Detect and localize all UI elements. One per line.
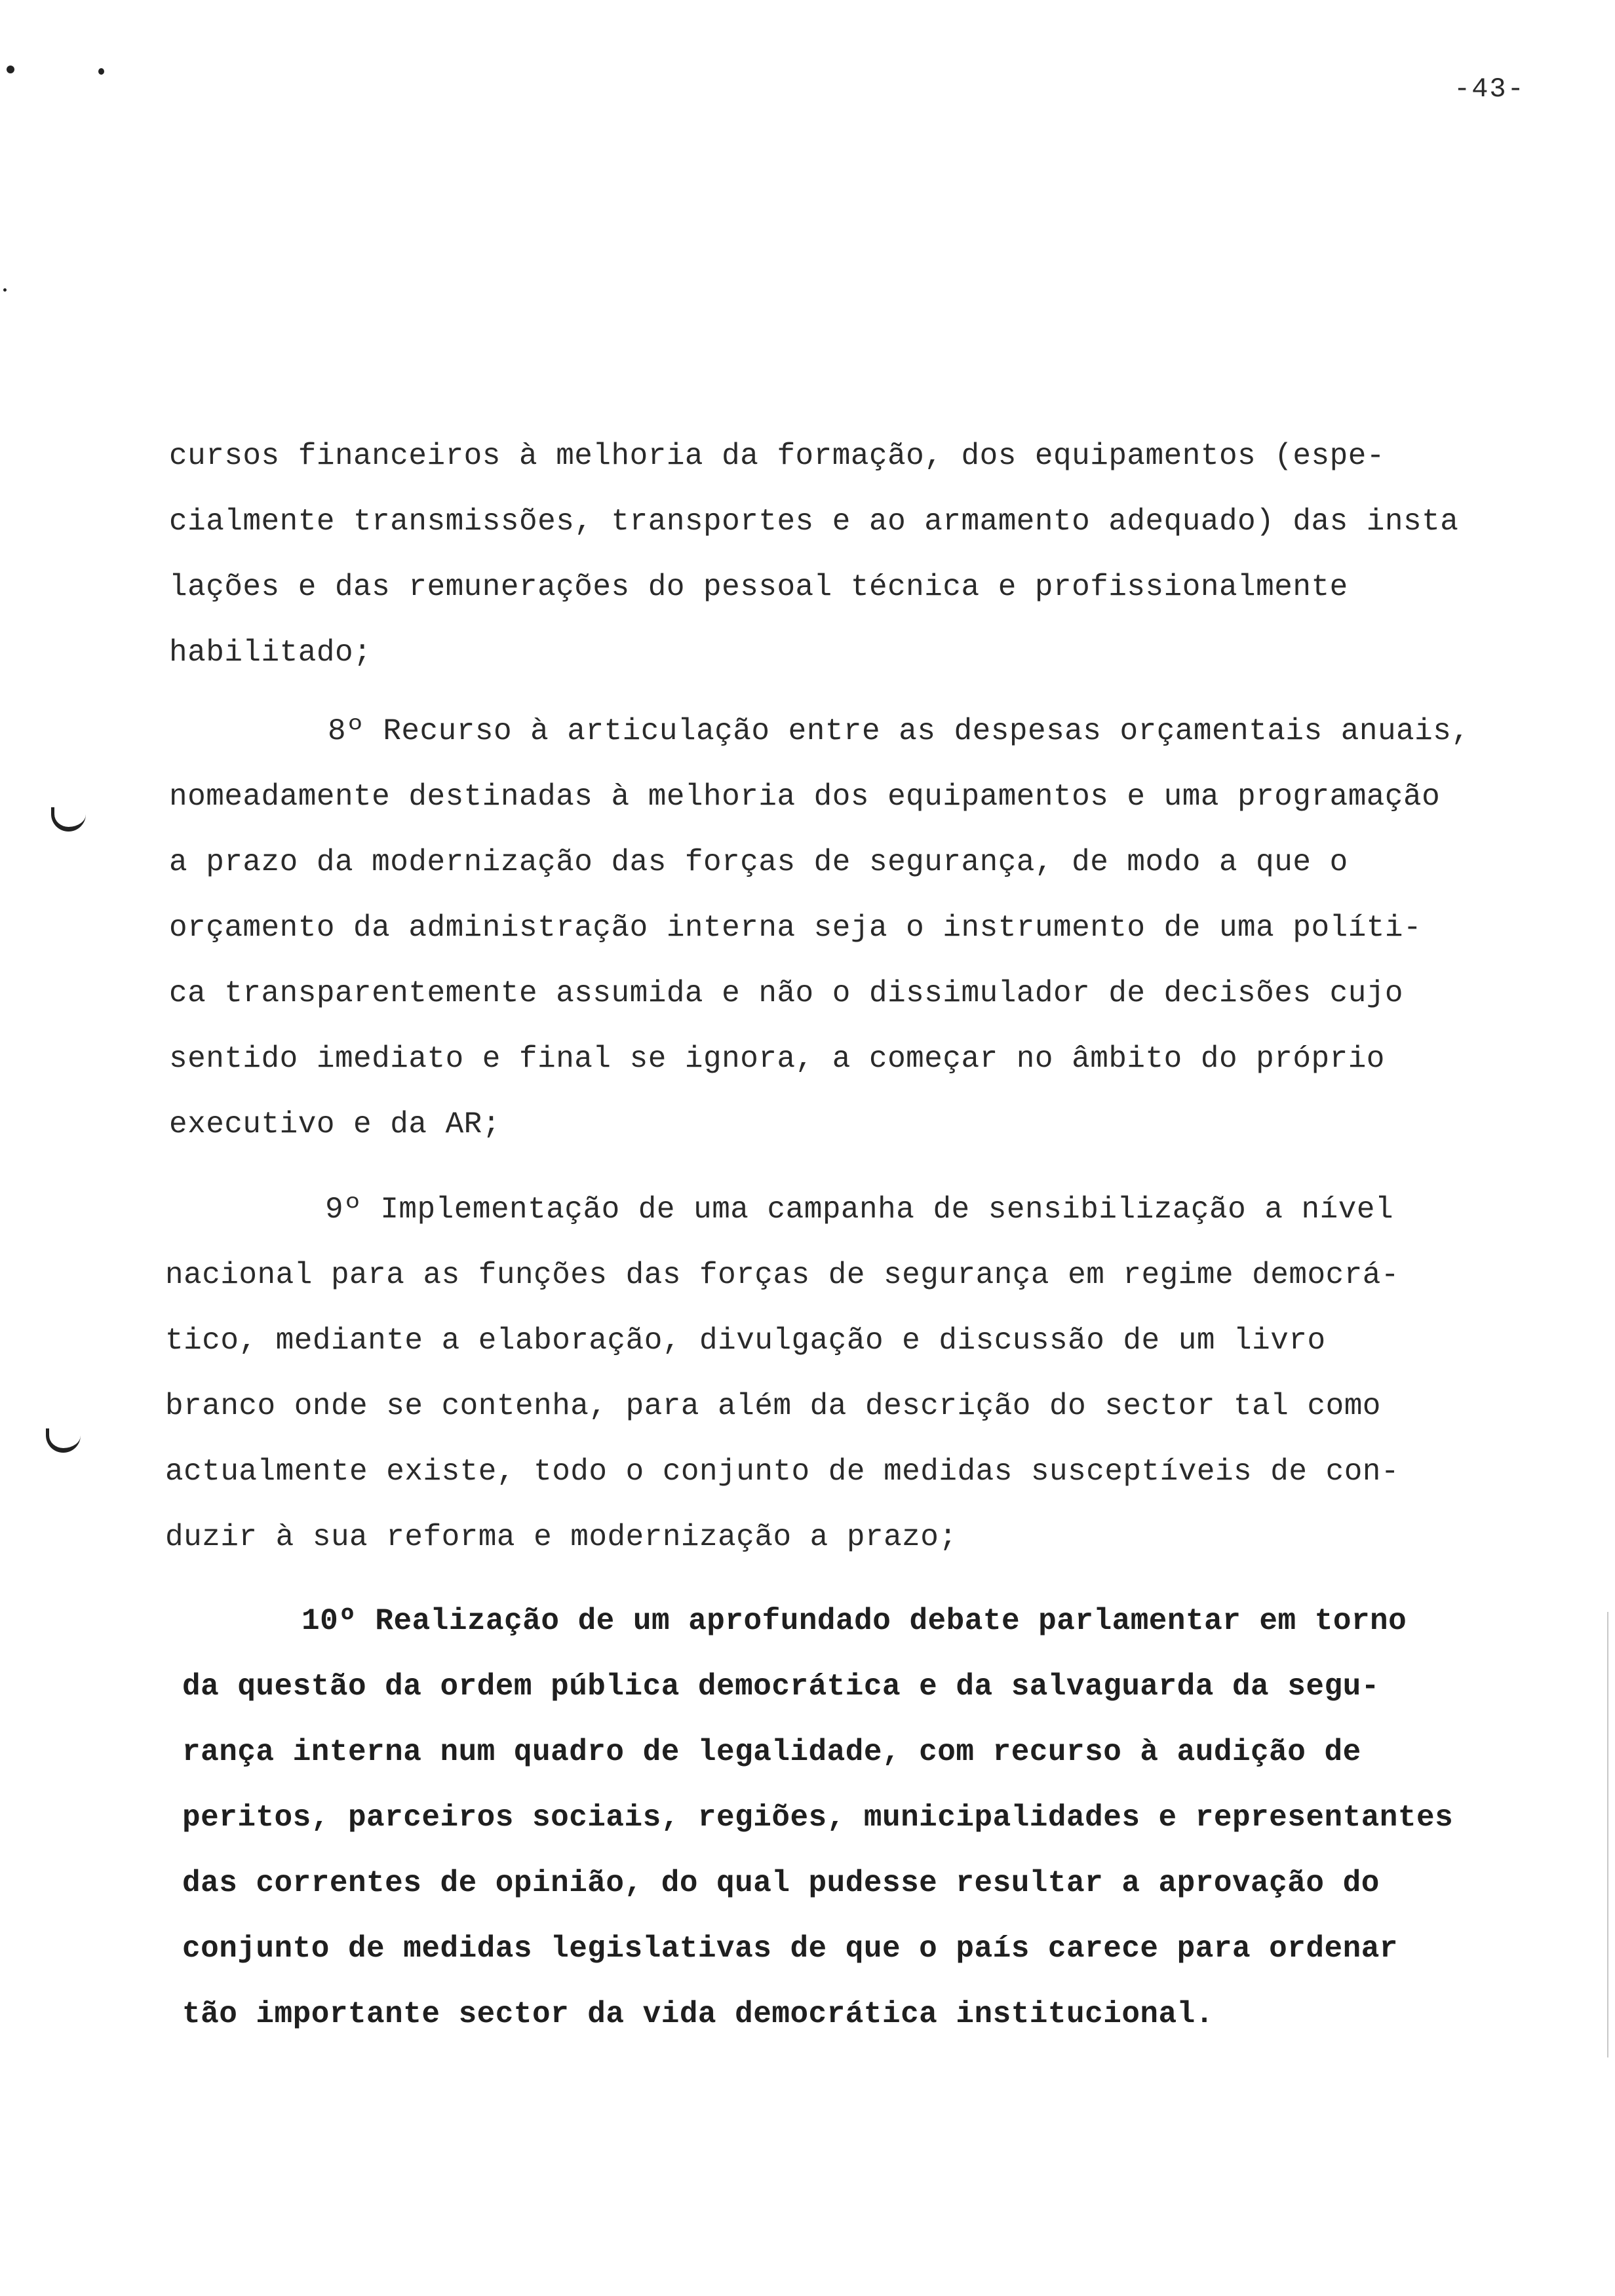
- text-line: 8º Recurso à articulação entre as despesas orçamentais anuais,: [328, 714, 1470, 748]
- text-line: duzir à sua reforma e modernização a prazo;: [165, 1520, 958, 1554]
- text-line: ca transparentemente assumida e não o dissimulador de decisões cujo: [169, 976, 1404, 1010]
- text-line: actualmente existe, todo o conjunto de medidas susceptíveis de con-: [165, 1455, 1400, 1489]
- punch-hole-mark: [46, 1428, 81, 1453]
- text-line: executivo e da AR;: [169, 1107, 501, 1141]
- text-line: 9º Implementação de uma campanha de sensibilização a nível: [325, 1193, 1394, 1227]
- text-line: cursos financeiros à melhoria da formação, dos equipamentos (espe-: [169, 439, 1385, 473]
- text-line: 10º Realização de um aprofundado debate parlamentar em torno: [302, 1604, 1407, 1638]
- text-line: sentido imediato e final se ignora, a começar no âmbito do próprio: [169, 1042, 1385, 1076]
- scan-speck: [3, 288, 7, 292]
- text-line: conjunto de medidas legislativas de que o país carece para ordenar: [182, 1932, 1398, 1966]
- scan-speck: [98, 68, 104, 75]
- text-line: orçamento da administração interna seja o instrumento de uma políti-: [169, 911, 1422, 945]
- text-line: rança interna num quadro de legalidade, com recurso à audição de: [182, 1735, 1361, 1769]
- text-line: lações e das remunerações do pessoal técnica e profissionalmente: [169, 570, 1348, 604]
- scan-edge-line: [1607, 1612, 1608, 2057]
- text-line: da questão da ordem pública democrática e da salvaguarda da segu-: [182, 1670, 1380, 1704]
- text-line: branco onde se contenha, para além da descrição do sector tal como: [165, 1389, 1381, 1423]
- text-line: a prazo da modernização das forças de segurança, de modo a que o: [169, 845, 1348, 879]
- text-line: nacional para as funções das forças de segurança em regime democrá-: [165, 1258, 1400, 1292]
- text-line: peritos, parceiros sociais, regiões, municipalidades e representantes: [182, 1801, 1454, 1835]
- text-line: cialmente transmissões, transportes e ao armamento adequado) das insta: [169, 505, 1459, 539]
- text-line: tão importante sector da vida democrática institucional.: [182, 1997, 1214, 2031]
- punch-hole-mark: [51, 807, 86, 832]
- scan-speck: [7, 66, 14, 73]
- text-line: das correntes de opinião, do qual pudesse resultar a aprovação do: [182, 1866, 1380, 1900]
- page-number: -43-: [1454, 73, 1525, 105]
- text-line: habilitado;: [169, 636, 372, 670]
- text-line: tico, mediante a elaboração, divulgação e discussão de um livro: [165, 1324, 1326, 1358]
- text-line: nomeadamente destinadas à melhoria dos equipamentos e uma programação: [169, 780, 1441, 814]
